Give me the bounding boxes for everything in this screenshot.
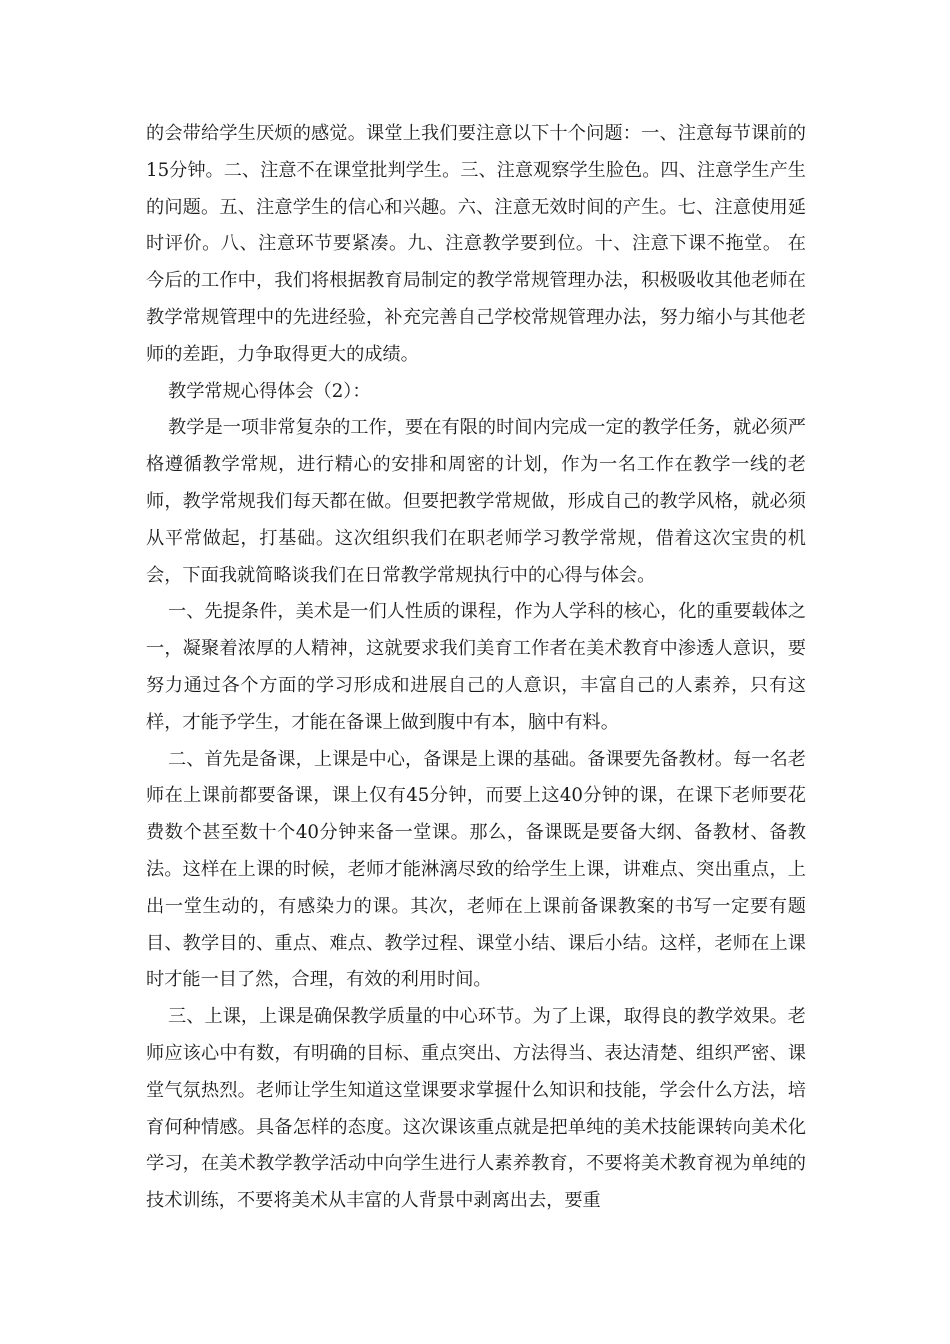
paragraph-4: 一、先提条件，美术是一们人性质的课程，作为人学科的核心，化的重要载体之一，凝聚着浓厚的人精神，这就要求我们美育工作者在美术教育中渗透人意识，要努力通过各个方面的学习形成和进展自己的人意识，丰富自己的人素养，只有这样，才能予学生，才能在备课上做到腹中有本，脑中有料。 [146, 601, 806, 733]
paragraph-6: 三、上课，上课是确保教学质量的中心环节。为了上课，取得良的教学效果。老师应该心中有数，有明确的目标、重点突出、方法得当、表达清楚、组织严密、课堂气氛热烈。老师让学生知道这堂课要求掌握什么知识和技能，学会什么方法，培育何种情感。具备怎样的态度。这次课该重点就是把单纯的美术技能课转向美术化学习，在美术教学教学活动中向学生进行人素养教育，不要将美术教育视为单纯的技术训练，不要将美术从丰富的人背景中剥离出去，要重 [146, 1006, 806, 1212]
paragraph-1: 的会带给学生厌烦的感觉。课堂上我们要注意以下十个问题：一、注意每节课前的15分钟。二、注意不在课堂批判学生。三、注意观察学生脸色。四、注意学生产生的问题。五、注意学生的信心和兴趣。六、注意无效时间的产生。七、注意使用延时评价。八、注意环节要紧凑。九、注意教学要到位。十、注意下课不拖堂。 在今后的工作中，我们将根据教育局制定的教学常规管理办法，积极吸收其他老师在教学常规管理中的先进经验，补充完善自己学校常规管理办法，努力缩小与其他老师的差距，力争取得更大的成绩。 [146, 123, 806, 365]
document-body [146, 116, 806, 1220]
paragraph-2-heading: 教学常规心得体会（2）： [168, 380, 371, 402]
paragraph-3: 教学是一项非常复杂的工作，要在有限的时间内完成一定的教学任务，就必须严格遵循教学常规，进行精心的安排和周密的计划，作为一名工作在教学一线的老师，教学常规我们每天都在做。但要把教学常规做，形成自己的教学风格，就必须从平常做起，打基础。这次组织我们在职老师学习教学常规，借着这次宝贵的机会，下面我就简略谈我们在日常教学常规执行中的心得与体会。 [146, 417, 806, 586]
paragraph-5: 二、首先是备课，上课是中心，备课是上课的基础。备课要先备教材。每一名老师在上课前都要备课，课上仅有45分钟，而要上这40分钟的课，在课下老师要花费数个甚至数十个40分钟来备一堂课。那么，备课既是要备大纲、备教材、备教法。这样在上课的时候，老师才能淋漓尽致的给学生上课，讲难点、突出重点，上出一堂生动的，有感染力的课。其次，老师在上课前备课教案的书写一定要有题目、教学目的、重点、难点、教学过程、课堂小结、课后小结。这样，老师在上课时才能一目了然，合理，有效的利用时间。 [146, 748, 806, 991]
